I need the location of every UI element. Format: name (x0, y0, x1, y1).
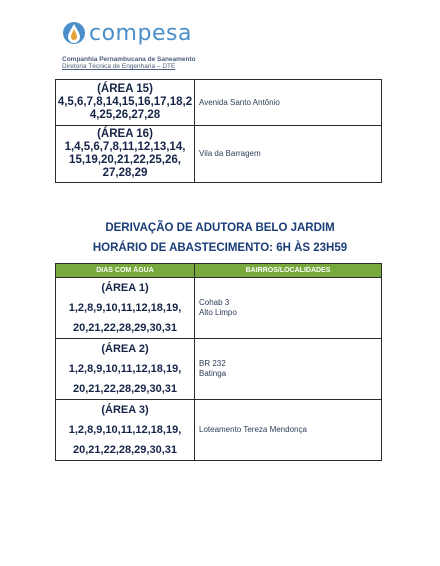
days-line: 20,21,22,28,29,30,31 (73, 322, 177, 334)
days-cell (56, 80, 195, 126)
days-cell (56, 339, 195, 400)
place-line: Alto Limpo (199, 308, 237, 317)
section-title: DERIVAÇÃO DE ADUTORA BELO JARDIM (105, 222, 335, 234)
area-label: (ÁREA 16) (97, 128, 153, 140)
days-line: 15,19,20,21,22,25,26, (69, 154, 181, 166)
place-line: Cohab 3 (199, 298, 230, 307)
days-line: 1,2,8,9,10,11,12,18,19, (68, 363, 182, 375)
days-line: 1,4,5,6,7,8,11,12,13,14, (64, 141, 186, 153)
days-cell (56, 278, 195, 339)
table-row (56, 400, 382, 461)
days-line: 1,2,8,9,10,11,12,18,19, (68, 302, 182, 314)
area-table-belo-jardim (55, 263, 382, 461)
place-cell: Vila da Barragem (195, 126, 382, 183)
days-line: 1,2,8,9,10,11,12,18,19, (68, 424, 182, 436)
column-header-places: BAIRROS/LOCALIDADES (195, 264, 382, 278)
days-line: 4,25,26,27,28 (89, 109, 161, 121)
table-row (56, 80, 382, 126)
area-label: (ÁREA 1) (101, 282, 149, 294)
logo-text: compesa (89, 21, 192, 46)
place-cell: Avenida Santo Antônio (195, 80, 382, 126)
division-name: Diretoria Técnica de Engenharia – DTE (62, 63, 176, 70)
place-cell (195, 400, 382, 461)
place-line: Loteamento Tereza Mendonça (199, 425, 307, 434)
area-label: (ÁREA 15) (97, 83, 153, 95)
days-line: 27,28,29 (102, 167, 148, 179)
section-schedule: HORÁRIO DE ABASTECIMENTO: 6H ÀS 23H59 (92, 242, 348, 254)
days-line: 4,5,6,7,8,14,15,16,17,18,2 (57, 96, 193, 108)
area-table-top (55, 79, 382, 183)
place-cell (195, 278, 382, 339)
place-line: BR 232 (199, 359, 226, 368)
table-header-row (56, 264, 382, 278)
area-label: (ÁREA 3) (101, 404, 149, 416)
area-label: (ÁREA 2) (101, 343, 149, 355)
table-row (56, 339, 382, 400)
days-line: 20,21,22,28,29,30,31 (73, 444, 177, 456)
place-line: Batinga (199, 369, 227, 378)
days-cell (56, 126, 195, 183)
place-cell (195, 339, 382, 400)
column-header-days: DIAS COM ÁGUA (56, 264, 195, 278)
table-row (56, 126, 382, 183)
days-line: 20,21,22,28,29,30,31 (73, 383, 177, 395)
table-row (56, 278, 382, 339)
water-drop-icon (62, 20, 88, 46)
compesa-logo (62, 20, 192, 48)
company-name: Companhia Pernambucana de Saneamento (62, 56, 196, 63)
days-cell (56, 400, 195, 461)
